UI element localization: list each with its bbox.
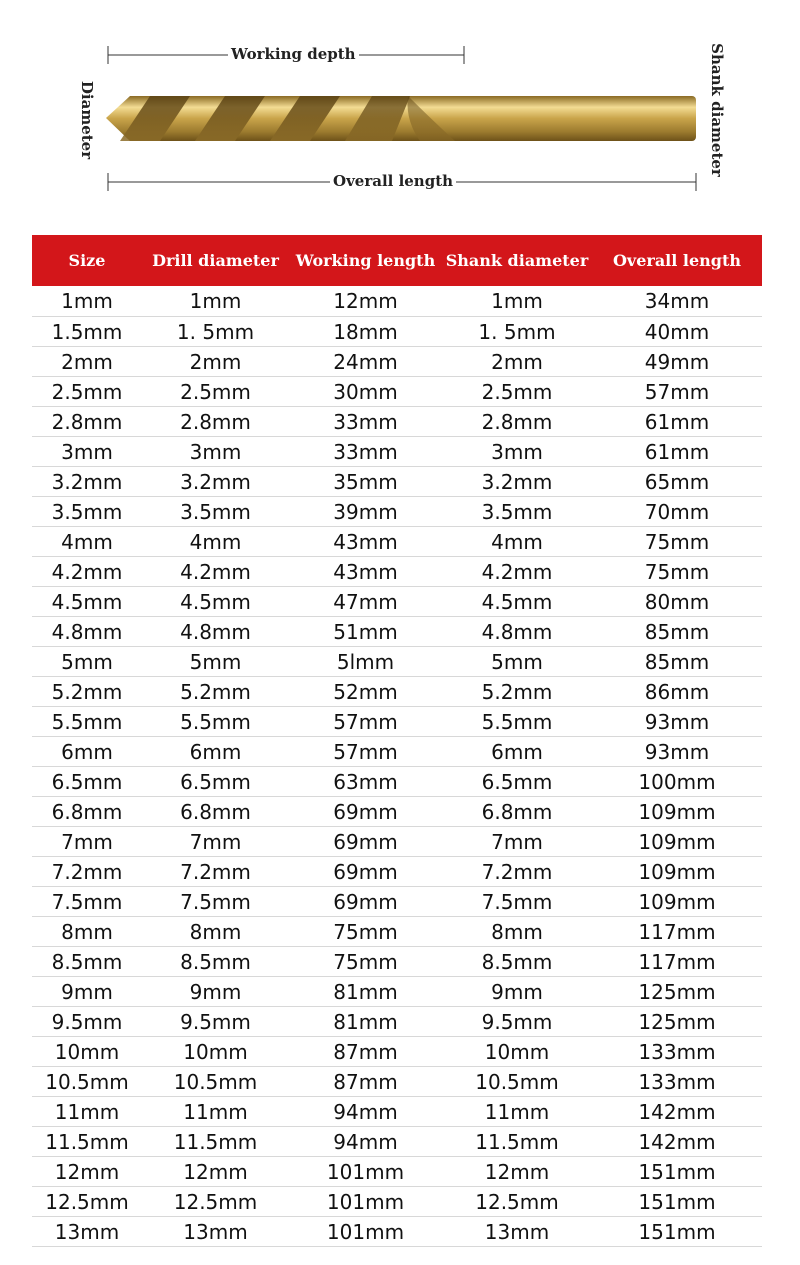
table-row: [32, 407, 762, 437]
cell-shank-diameter: 5.2mm: [442, 677, 592, 707]
cell-shank-diameter: 12.5mm: [442, 1187, 592, 1217]
cell-shank-diameter: 1mm: [442, 286, 592, 317]
cell-working-length: 69mm: [289, 797, 442, 827]
cell-working-length: 43mm: [289, 527, 442, 557]
cell-size: 3.2mm: [32, 467, 142, 497]
cell-overall-length: 142mm: [592, 1127, 762, 1157]
cell-shank-diameter: 10mm: [442, 1037, 592, 1067]
cell-drill-diameter: 4mm: [142, 527, 289, 557]
cell-shank-diameter: 9mm: [442, 977, 592, 1007]
cell-shank-diameter: 8mm: [442, 917, 592, 947]
cell-size: 4mm: [32, 527, 142, 557]
cell-working-length: 81mm: [289, 1007, 442, 1037]
cell-drill-diameter: 6.5mm: [142, 767, 289, 797]
table-row: [32, 977, 762, 1007]
cell-working-length: 57mm: [289, 737, 442, 767]
drill-bit-diagram: [0, 0, 800, 210]
cell-shank-diameter: 3.5mm: [442, 497, 592, 527]
cell-shank-diameter: 3.2mm: [442, 467, 592, 497]
shank-diameter-label: Shank diameter: [708, 43, 726, 177]
cell-shank-diameter: 4.5mm: [442, 587, 592, 617]
cell-working-length: 33mm: [289, 407, 442, 437]
cell-drill-diameter: 2.8mm: [142, 407, 289, 437]
cell-drill-diameter: 1. 5mm: [142, 317, 289, 347]
table-row: [32, 317, 762, 347]
cell-working-length: 69mm: [289, 887, 442, 917]
cell-drill-diameter: 10mm: [142, 1037, 289, 1067]
cell-overall-length: 133mm: [592, 1037, 762, 1067]
cell-size: 4.8mm: [32, 617, 142, 647]
cell-overall-length: 85mm: [592, 647, 762, 677]
cell-drill-diameter: 11mm: [142, 1097, 289, 1127]
cell-working-length: 43mm: [289, 557, 442, 587]
cell-shank-diameter: 2mm: [442, 347, 592, 377]
cell-drill-diameter: 9.5mm: [142, 1007, 289, 1037]
table-row: [32, 827, 762, 857]
cell-shank-diameter: 4.8mm: [442, 617, 592, 647]
cell-overall-length: 109mm: [592, 827, 762, 857]
table-row: [32, 437, 762, 467]
cell-overall-length: 40mm: [592, 317, 762, 347]
cell-shank-diameter: 4mm: [442, 527, 592, 557]
cell-drill-diameter: 13mm: [142, 1217, 289, 1247]
table-row: [32, 857, 762, 887]
cell-drill-diameter: 10.5mm: [142, 1067, 289, 1097]
cell-size: 6.8mm: [32, 797, 142, 827]
table-row: [32, 1007, 762, 1037]
cell-overall-length: 80mm: [592, 587, 762, 617]
cell-working-length: 47mm: [289, 587, 442, 617]
cell-size: 7.5mm: [32, 887, 142, 917]
cell-shank-diameter: 5.5mm: [442, 707, 592, 737]
cell-working-length: 87mm: [289, 1067, 442, 1097]
table-row: [32, 286, 762, 317]
cell-shank-diameter: 2.5mm: [442, 377, 592, 407]
cell-overall-length: 49mm: [592, 347, 762, 377]
cell-size: 3mm: [32, 437, 142, 467]
cell-drill-diameter: 7mm: [142, 827, 289, 857]
cell-overall-length: 34mm: [592, 286, 762, 317]
cell-overall-length: 86mm: [592, 677, 762, 707]
cell-drill-diameter: 12.5mm: [142, 1187, 289, 1217]
cell-overall-length: 100mm: [592, 767, 762, 797]
cell-drill-diameter: 6.8mm: [142, 797, 289, 827]
cell-overall-length: 142mm: [592, 1097, 762, 1127]
table-row: [32, 647, 762, 677]
cell-shank-diameter: 8.5mm: [442, 947, 592, 977]
cell-working-length: 81mm: [289, 977, 442, 1007]
cell-overall-length: 61mm: [592, 437, 762, 467]
cell-overall-length: 109mm: [592, 797, 762, 827]
table-row: [32, 377, 762, 407]
cell-working-length: 94mm: [289, 1127, 442, 1157]
cell-size: 2.8mm: [32, 407, 142, 437]
cell-working-length: 30mm: [289, 377, 442, 407]
cell-overall-length: 109mm: [592, 857, 762, 887]
cell-size: 9mm: [32, 977, 142, 1007]
cell-shank-diameter: 3mm: [442, 437, 592, 467]
header-drill-diameter: Drill diameter: [142, 235, 289, 286]
cell-drill-diameter: 7.2mm: [142, 857, 289, 887]
cell-drill-diameter: 5.5mm: [142, 707, 289, 737]
cell-size: 7.2mm: [32, 857, 142, 887]
cell-drill-diameter: 6mm: [142, 737, 289, 767]
cell-shank-diameter: 7.2mm: [442, 857, 592, 887]
cell-shank-diameter: 7mm: [442, 827, 592, 857]
cell-size: 6mm: [32, 737, 142, 767]
cell-shank-diameter: 6mm: [442, 737, 592, 767]
table-row: [32, 1097, 762, 1127]
overall-length-label: Overall length: [330, 172, 456, 190]
cell-working-length: 69mm: [289, 857, 442, 887]
cell-overall-length: 93mm: [592, 737, 762, 767]
cell-working-length: 33mm: [289, 437, 442, 467]
table-row: [32, 1217, 762, 1247]
table-row: [32, 1067, 762, 1097]
cell-size: 12mm: [32, 1157, 142, 1187]
cell-size: 1mm: [32, 286, 142, 317]
cell-drill-diameter: 3mm: [142, 437, 289, 467]
table-row: [32, 617, 762, 647]
cell-overall-length: 93mm: [592, 707, 762, 737]
cell-shank-diameter: 11.5mm: [442, 1127, 592, 1157]
cell-size: 5.2mm: [32, 677, 142, 707]
cell-shank-diameter: 7.5mm: [442, 887, 592, 917]
table-row: [32, 797, 762, 827]
cell-overall-length: 133mm: [592, 1067, 762, 1097]
cell-working-length: 51mm: [289, 617, 442, 647]
cell-shank-diameter: 11mm: [442, 1097, 592, 1127]
cell-shank-diameter: 5mm: [442, 647, 592, 677]
table-row: [32, 767, 762, 797]
cell-drill-diameter: 1mm: [142, 286, 289, 317]
cell-shank-diameter: 2.8mm: [442, 407, 592, 437]
cell-overall-length: 70mm: [592, 497, 762, 527]
cell-working-length: 63mm: [289, 767, 442, 797]
cell-shank-diameter: 1. 5mm: [442, 317, 592, 347]
table-header-row: [32, 235, 762, 286]
cell-drill-diameter: 12mm: [142, 1157, 289, 1187]
header-size: Size: [32, 235, 142, 286]
cell-working-length: 39mm: [289, 497, 442, 527]
cell-size: 2mm: [32, 347, 142, 377]
cell-overall-length: 75mm: [592, 557, 762, 587]
cell-working-length: 69mm: [289, 827, 442, 857]
cell-size: 7mm: [32, 827, 142, 857]
table-row: [32, 947, 762, 977]
cell-overall-length: 109mm: [592, 887, 762, 917]
cell-overall-length: 85mm: [592, 617, 762, 647]
table-row: [32, 347, 762, 377]
table-row: [32, 1157, 762, 1187]
table-row: [32, 1187, 762, 1217]
cell-size: 4.5mm: [32, 587, 142, 617]
cell-overall-length: 117mm: [592, 947, 762, 977]
table-row: [32, 1127, 762, 1157]
cell-drill-diameter: 11.5mm: [142, 1127, 289, 1157]
cell-overall-length: 65mm: [592, 467, 762, 497]
cell-size: 10mm: [32, 1037, 142, 1067]
table-row: [32, 707, 762, 737]
table-row: [32, 497, 762, 527]
cell-working-length: 57mm: [289, 707, 442, 737]
cell-drill-diameter: 2.5mm: [142, 377, 289, 407]
header-shank-diameter: Shank diameter: [442, 235, 592, 286]
table-row: [32, 467, 762, 497]
cell-drill-diameter: 8.5mm: [142, 947, 289, 977]
cell-size: 1.5mm: [32, 317, 142, 347]
cell-size: 11mm: [32, 1097, 142, 1127]
table-row: [32, 1037, 762, 1067]
working-depth-label: Working depth: [228, 45, 359, 63]
cell-drill-diameter: 4.2mm: [142, 557, 289, 587]
table-row: [32, 887, 762, 917]
header-overall-length: Overall length: [592, 235, 762, 286]
cell-size: 6.5mm: [32, 767, 142, 797]
cell-drill-diameter: 7.5mm: [142, 887, 289, 917]
specification-table-container: [32, 235, 762, 1247]
cell-overall-length: 61mm: [592, 407, 762, 437]
cell-size: 8.5mm: [32, 947, 142, 977]
cell-overall-length: 125mm: [592, 1007, 762, 1037]
cell-shank-diameter: 6.8mm: [442, 797, 592, 827]
cell-drill-diameter: 3.5mm: [142, 497, 289, 527]
table-row: [32, 557, 762, 587]
cell-size: 4.2mm: [32, 557, 142, 587]
cell-shank-diameter: 4.2mm: [442, 557, 592, 587]
cell-drill-diameter: 2mm: [142, 347, 289, 377]
cell-working-length: 101mm: [289, 1187, 442, 1217]
cell-size: 10.5mm: [32, 1067, 142, 1097]
cell-working-length: 12mm: [289, 286, 442, 317]
table-row: [32, 527, 762, 557]
cell-working-length: 24mm: [289, 347, 442, 377]
cell-size: 5mm: [32, 647, 142, 677]
cell-working-length: 52mm: [289, 677, 442, 707]
cell-drill-diameter: 4.5mm: [142, 587, 289, 617]
cell-shank-diameter: 13mm: [442, 1217, 592, 1247]
cell-drill-diameter: 5.2mm: [142, 677, 289, 707]
cell-size: 13mm: [32, 1217, 142, 1247]
cell-working-length: 35mm: [289, 467, 442, 497]
cell-overall-length: 125mm: [592, 977, 762, 1007]
cell-drill-diameter: 4.8mm: [142, 617, 289, 647]
cell-shank-diameter: 9.5mm: [442, 1007, 592, 1037]
cell-drill-diameter: 5mm: [142, 647, 289, 677]
cell-working-length: 101mm: [289, 1217, 442, 1247]
cell-overall-length: 117mm: [592, 917, 762, 947]
cell-working-length: 87mm: [289, 1037, 442, 1067]
table-row: [32, 677, 762, 707]
cell-working-length: 5lmm: [289, 647, 442, 677]
cell-shank-diameter: 10.5mm: [442, 1067, 592, 1097]
cell-drill-diameter: 3.2mm: [142, 467, 289, 497]
table-row: [32, 587, 762, 617]
cell-shank-diameter: 6.5mm: [442, 767, 592, 797]
cell-shank-diameter: 12mm: [442, 1157, 592, 1187]
cell-working-length: 94mm: [289, 1097, 442, 1127]
header-working-length: Working length: [289, 235, 442, 286]
cell-overall-length: 57mm: [592, 377, 762, 407]
cell-size: 2.5mm: [32, 377, 142, 407]
table-row: [32, 917, 762, 947]
cell-size: 9.5mm: [32, 1007, 142, 1037]
cell-size: 8mm: [32, 917, 142, 947]
cell-overall-length: 151mm: [592, 1157, 762, 1187]
diameter-label: Diameter: [78, 80, 96, 160]
cell-size: 5.5mm: [32, 707, 142, 737]
cell-overall-length: 75mm: [592, 527, 762, 557]
table-row: [32, 737, 762, 767]
cell-overall-length: 151mm: [592, 1187, 762, 1217]
cell-working-length: 101mm: [289, 1157, 442, 1187]
specification-table: [32, 235, 762, 1247]
cell-drill-diameter: 9mm: [142, 977, 289, 1007]
cell-size: 11.5mm: [32, 1127, 142, 1157]
table-body: [32, 286, 762, 1247]
cell-working-length: 75mm: [289, 917, 442, 947]
cell-size: 3.5mm: [32, 497, 142, 527]
cell-drill-diameter: 8mm: [142, 917, 289, 947]
cell-overall-length: 151mm: [592, 1217, 762, 1247]
cell-working-length: 75mm: [289, 947, 442, 977]
cell-working-length: 18mm: [289, 317, 442, 347]
cell-size: 12.5mm: [32, 1187, 142, 1217]
